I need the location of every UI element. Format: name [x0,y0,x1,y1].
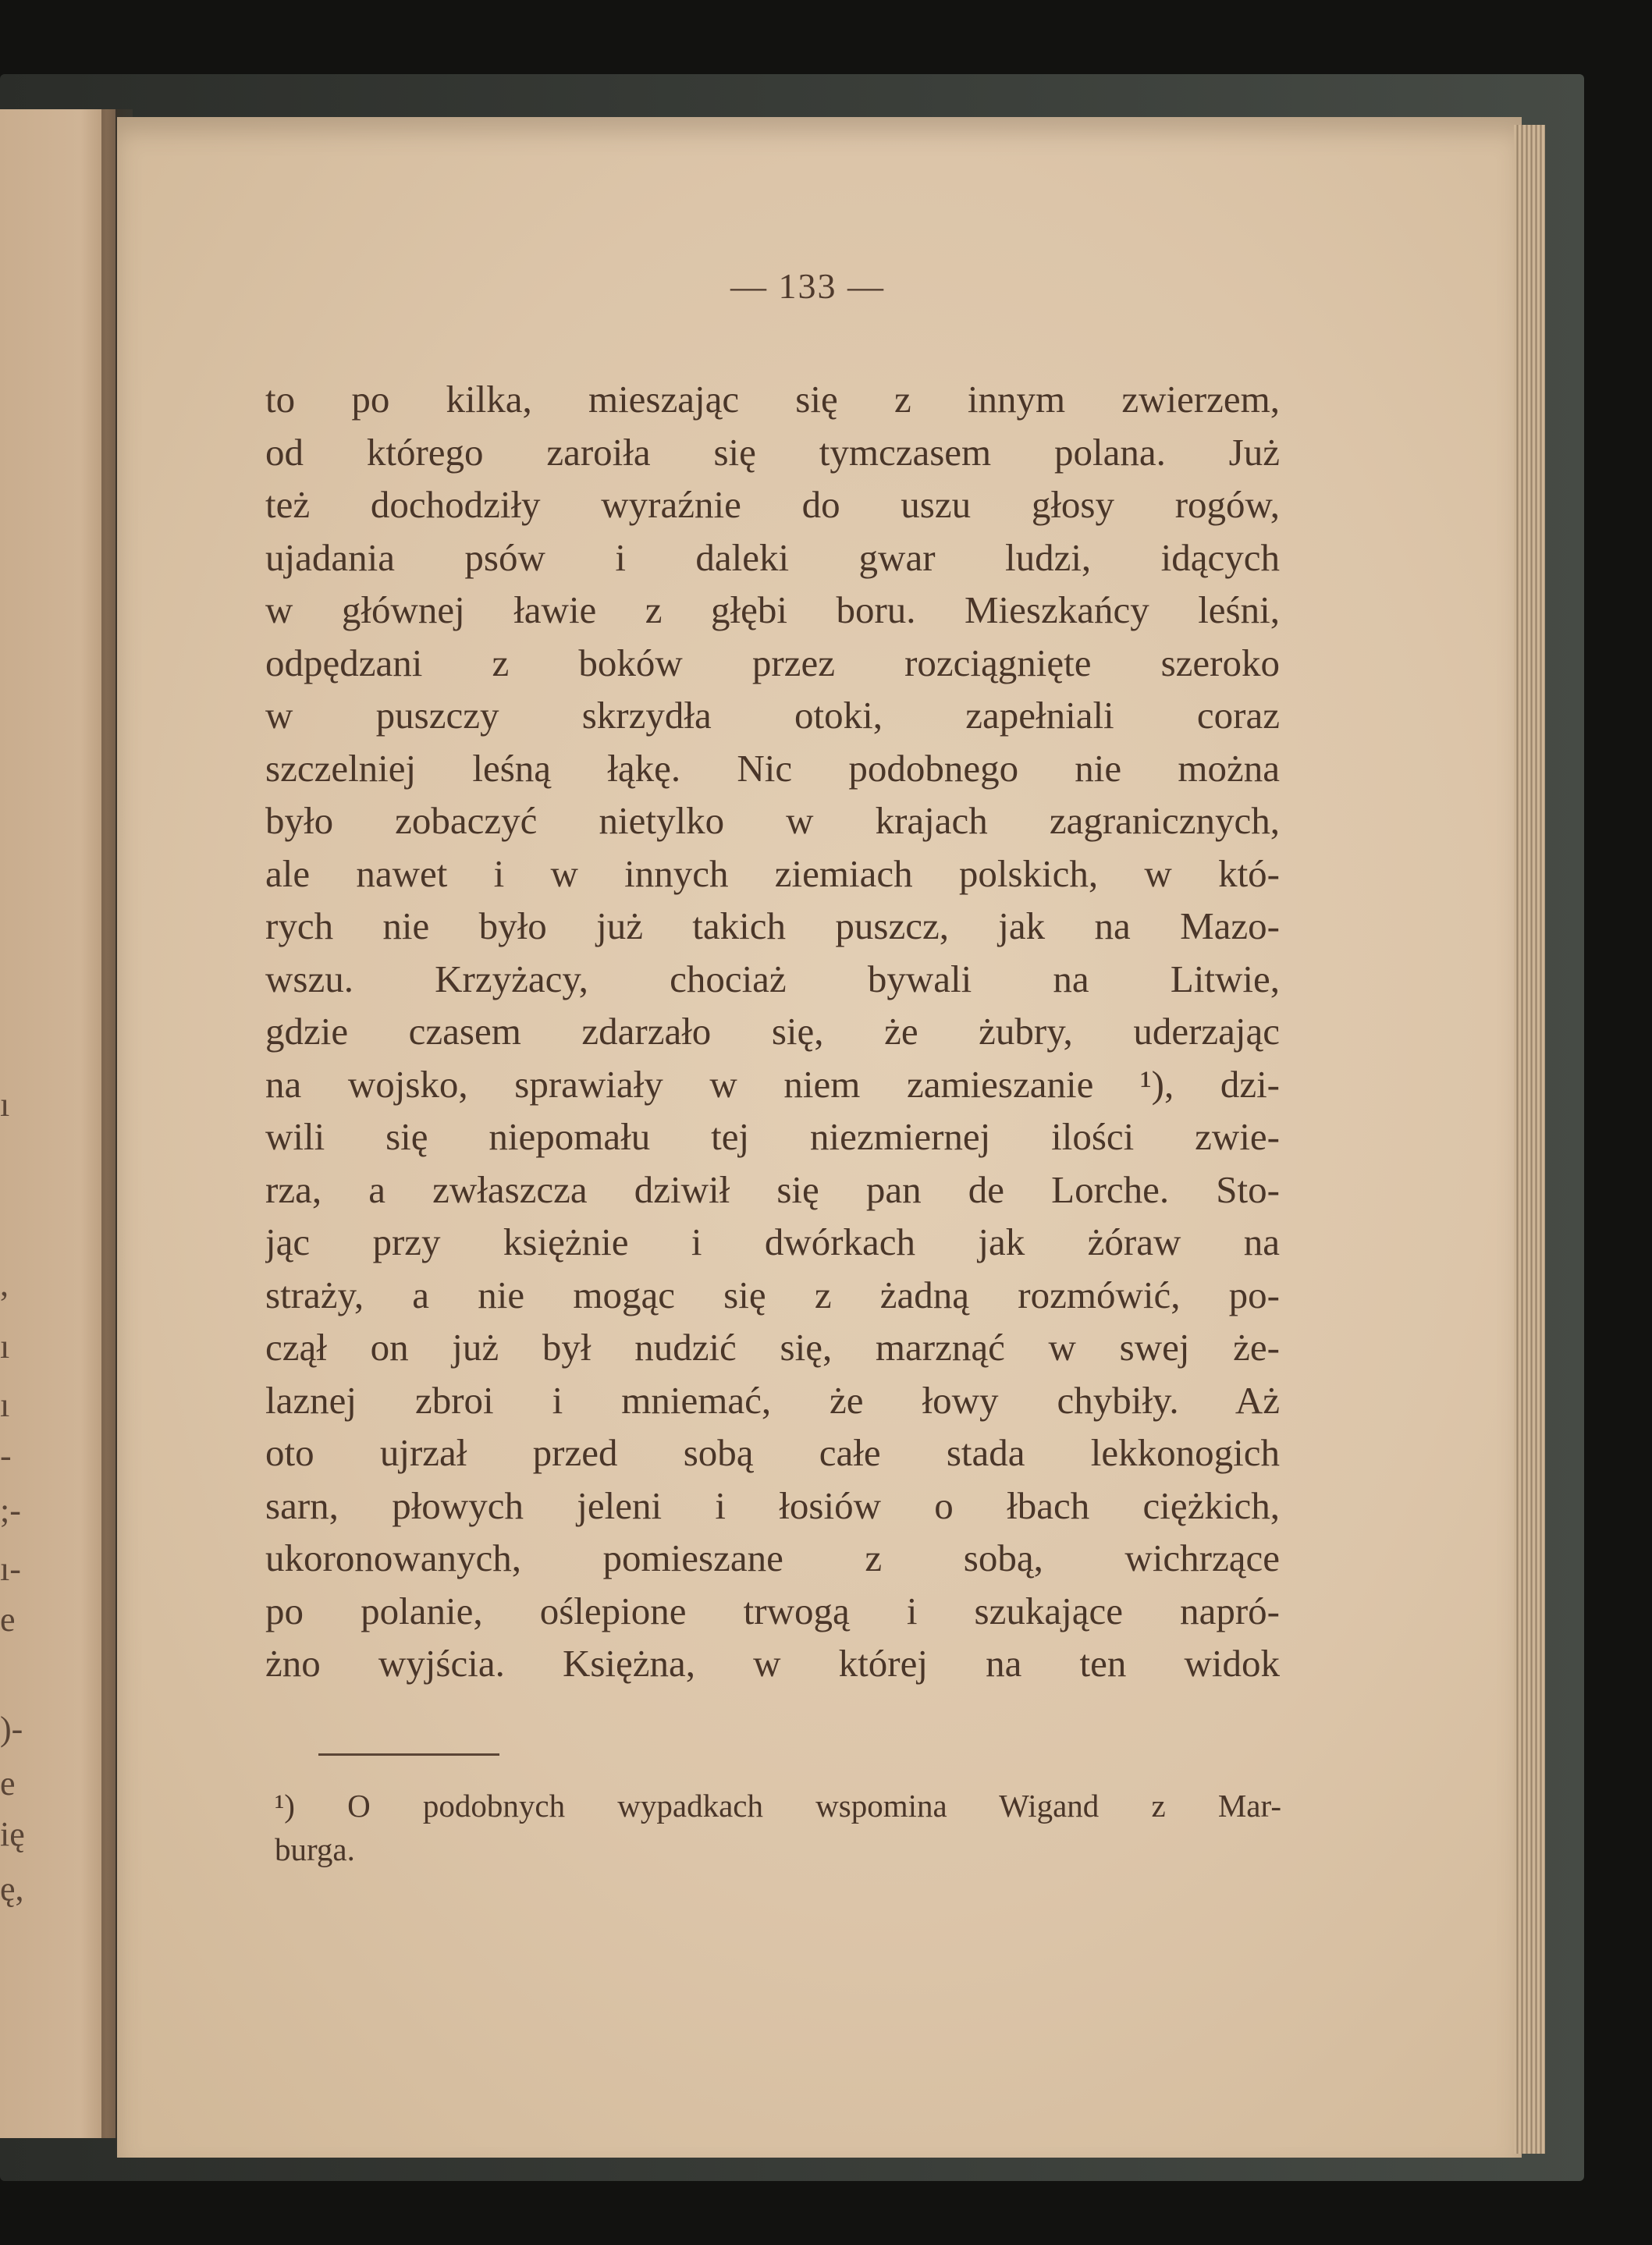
left-page-fragment: ı- [0,1550,21,1588]
page-number: — 133 — [730,266,885,306]
text-line: w głównej ławie z głębi boru. Mieszkańcy leśni, [265,588,1280,631]
left-page-fragment: ię [0,1815,25,1853]
footnote-divider [318,1753,499,1756]
text-line: też dochodziły wyraźnie do uszu głosy rogów, [265,483,1280,526]
text-line: rych nie było już takich puszcz, jak na Mazo- [265,904,1280,947]
text-line: wszu. Krzyżacy, chociaż bywali na Litwie, [265,957,1280,1000]
text-line: w puszczy skrzydła otoki, zapełniali coraz [265,694,1280,737]
left-page-fragment: ;- [0,1491,21,1529]
text-line: laznej zbroi i mniemać, że łowy chybiły. Aż [265,1378,1280,1422]
text-line: wili się niepomału tej niezmiernej ilości zwie- [265,1115,1280,1158]
text-line: czął on już był nudzić się, marznąć w swej że- [265,1326,1280,1369]
text-line: żno wyjścia. Księżna, w której na ten widok [265,1642,1280,1685]
body-text [265,373,1280,1690]
text-line: gdzie czasem zdarzało się, że żubry, uderzając [265,1010,1280,1053]
left-page-fragment: ı [0,1386,10,1424]
text-line: ukoronowanych, pomieszane z sobą, wichrzące [265,1536,1280,1579]
text-line: odpędzani z boków przez rozciągnięte szeroko [265,641,1280,684]
left-page-fragment: , [0,1265,9,1303]
text-line: od którego zaroiła się tymczasem polana. Już [265,430,1280,474]
left-page [0,109,115,2138]
footnote-line: burga. [275,1831,355,1867]
left-page-fragment: ı [0,1327,10,1366]
left-page-fragment: ı [0,1085,10,1124]
text-line: jąc przy księżnie i dwórkach jak żóraw na [265,1220,1280,1263]
text-line: rza, a zwłaszcza dziwił się pan de Lorche. Sto- [265,1167,1280,1211]
text-line: oto ujrzał przed sobą całe stada lekkonogich [265,1431,1280,1474]
text-line: sarn, płowych jeleni i łosiów o łbach ciężkich, [265,1483,1280,1527]
text-line: było zobaczyć nietylko w krajach zagranicznych, [265,799,1280,842]
footnote [275,1784,1281,1871]
left-page-fragment: )- [0,1710,23,1748]
text-line: to po kilka, mieszając się z innym zwierzem, [265,378,1280,421]
text-line: ale nawet i w innych ziemiach polskich, w któ- [265,851,1280,895]
left-page-fragment: e [0,1600,16,1639]
text-line: na wojsko, sprawiały w niem zamieszanie ¹), dzi- [265,1062,1280,1106]
text-line: ujadania psów i daleki gwar ludzi, idących [265,535,1280,579]
left-page-fragment: ę, [0,1870,24,1908]
left-page-fragment: e [0,1764,16,1803]
footnote-line: ¹) O podobnych wypadkach wspomina Wigand z Mar- [275,1788,1281,1824]
text-line: straży, a nie mogąc się z żadną rozmówić, po- [265,1273,1280,1316]
left-page-fragment: - [0,1437,12,1475]
text-line: po polanie, oślepione trwogą i szukające napró- [265,1589,1280,1632]
page-edges [1514,125,1545,2154]
text-line: szczelniej leśną łąkę. Nic podobnego nie można [265,746,1280,790]
